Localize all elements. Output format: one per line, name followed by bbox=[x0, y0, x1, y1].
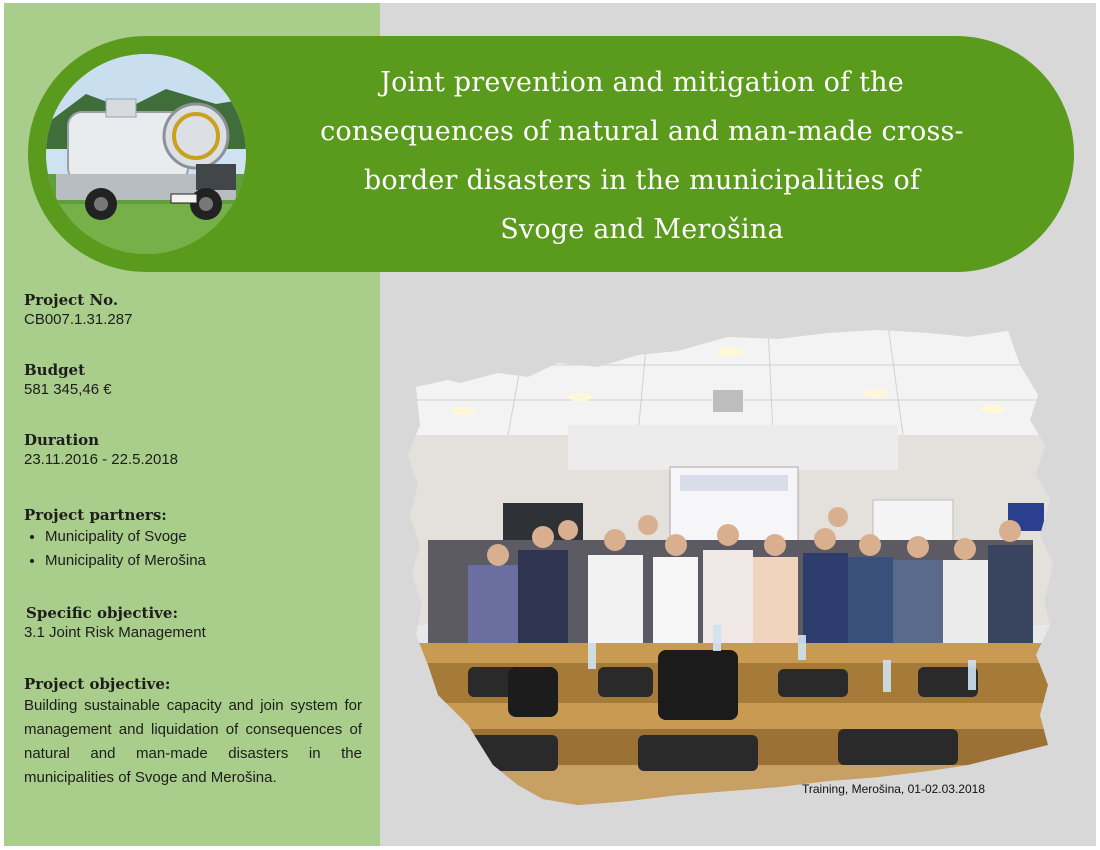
partner-item: • Municipality of Merošina bbox=[45, 549, 362, 573]
specific-objective-label: Specific objective: bbox=[26, 604, 178, 622]
project-number-value: CB007.1.31.287 bbox=[24, 311, 133, 328]
project-objective-block bbox=[24, 674, 362, 790]
project-number-block bbox=[24, 290, 362, 330]
partners-label: Project partners: bbox=[24, 506, 167, 524]
specific-objective-value: 3.1 Joint Risk Management bbox=[24, 624, 206, 641]
title-line: Svoge and Merošina bbox=[500, 214, 784, 245]
title-line: Joint prevention and mitigation of the bbox=[380, 67, 904, 98]
specific-objective-block bbox=[24, 603, 362, 643]
project-number-label: Project No. bbox=[24, 291, 119, 309]
title-line: border disasters in the municipalities of bbox=[363, 165, 921, 196]
project-title bbox=[262, 58, 1022, 254]
sewer-truck-image bbox=[46, 54, 246, 254]
budget-block bbox=[24, 360, 362, 400]
training-group-photo bbox=[408, 325, 1053, 810]
title-line: consequences of natural and man-made cross- bbox=[320, 116, 964, 147]
partners-list bbox=[24, 525, 362, 573]
partners-block bbox=[24, 505, 362, 573]
duration-label: Duration bbox=[24, 431, 100, 449]
project-objective-text: Building sustainable capacity and join system for management and liquidation of consequences of natural and man-made disasters in the municipalities of Svoge and Merošina. bbox=[24, 697, 362, 786]
duration-block bbox=[24, 430, 362, 470]
partner-item: • Municipality of Svoge bbox=[45, 525, 362, 549]
duration-value: 23.11.2016 - 22.5.2018 bbox=[24, 451, 179, 468]
project-objective-label: Project objective: bbox=[24, 675, 171, 693]
budget-value: 581 345,46 € bbox=[24, 381, 112, 398]
photo-caption: Training, Merošina, 01-02.03.2018 bbox=[802, 782, 985, 796]
budget-label: Budget bbox=[24, 361, 86, 379]
vehicle-photo bbox=[46, 54, 246, 254]
